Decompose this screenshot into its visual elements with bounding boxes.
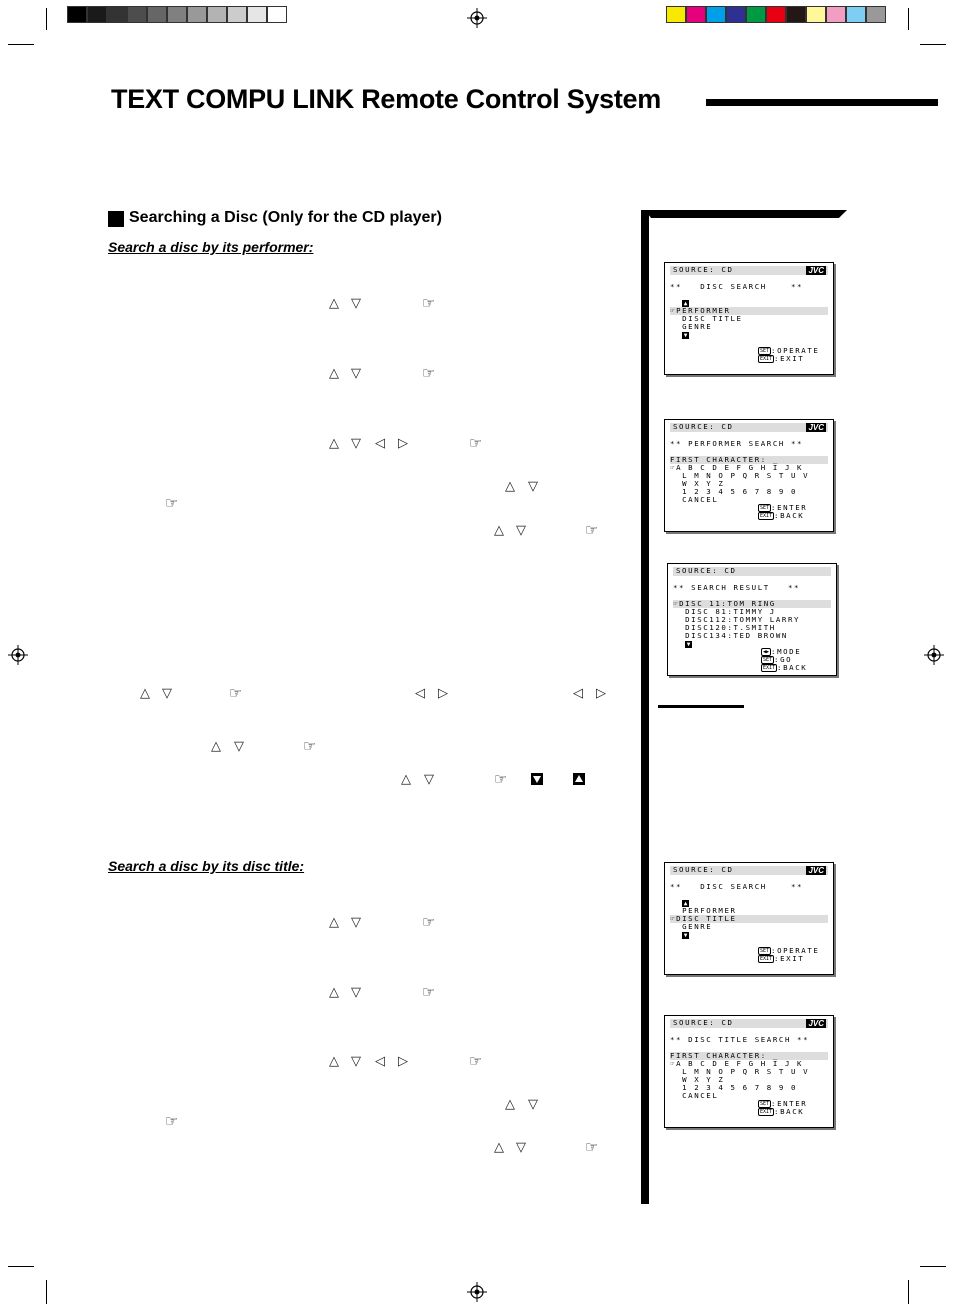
down-arrow-icon: ▽ — [351, 436, 361, 451]
result-row: DISC120:T.SMITH — [685, 624, 776, 632]
up-arrow-icon: △ — [140, 686, 150, 701]
scroll-down-icon — [531, 773, 543, 785]
crop-mark — [46, 1280, 47, 1304]
right-arrow-icon: ▷ — [398, 1054, 408, 1069]
right-arrow-icon: ▷ — [438, 686, 448, 701]
left-arrow-icon: ◁ — [375, 1054, 385, 1069]
gray-swatch — [167, 6, 187, 23]
screen-source-bar: SOURCE: CD JVC — [670, 1019, 828, 1028]
color-swatch — [666, 6, 686, 23]
crop-mark — [920, 44, 946, 45]
scroll-up-icon: ▲ — [683, 299, 688, 307]
set-key-icon: SET — [760, 505, 770, 511]
screen-source-bar: SOURCE: CD JVC — [670, 866, 828, 875]
hand-pointer-icon: ☞ — [422, 983, 436, 1001]
screen-title: ** SEARCH RESULT ** — [673, 584, 801, 592]
color-swatch — [766, 6, 786, 23]
tv-screen-performer-search — [664, 419, 834, 532]
page-title: TEXT COMPU LINK Remote Control System — [111, 84, 661, 114]
gray-swatch — [107, 6, 127, 23]
hand-pointer-icon: ☞ — [165, 494, 179, 512]
title-rule — [706, 99, 938, 106]
down-arrow-icon: ▽ — [162, 686, 172, 701]
screen-source-bar — [670, 266, 828, 275]
screen-footer: EXIT :EXIT — [760, 354, 805, 363]
screen-title: ** DISC SEARCH ** — [670, 883, 804, 891]
exit-key-icon: EXIT — [760, 356, 773, 362]
up-arrow-icon: △ — [329, 1054, 339, 1069]
left-right-key-icon: ◀▶ — [763, 649, 770, 655]
screen-footer: ◀▶ :MODE — [763, 647, 802, 656]
up-arrow-icon: △ — [401, 772, 411, 787]
right-arrow-icon: ▷ — [596, 686, 606, 701]
color-swatch — [806, 6, 826, 23]
hand-pointer-icon: ☞ — [670, 307, 677, 315]
set-key-icon: SET — [763, 657, 773, 663]
result-row: ☞DISC 11:TOM RING — [673, 600, 831, 608]
gray-swatch — [127, 6, 147, 23]
up-arrow-icon: △ — [329, 436, 339, 451]
registration-mark-icon — [924, 645, 944, 665]
column-tab — [645, 210, 847, 218]
crop-mark — [8, 1266, 34, 1267]
screen-footer: EXIT :BACK — [760, 511, 805, 520]
registration-mark-icon — [467, 1282, 487, 1302]
screen-footer: EXIT :BACK — [763, 663, 808, 672]
column-bar — [641, 210, 649, 1204]
color-swatch — [726, 6, 746, 23]
screen-footer: EXIT :EXIT — [760, 954, 805, 963]
screen-title: ** DISC TITLE SEARCH ** — [670, 1036, 810, 1044]
screen-footer: SET :GO — [763, 655, 793, 664]
section-heading: Searching a Disc (Only for the CD player) — [129, 209, 442, 226]
down-arrow-icon: ▽ — [516, 1140, 526, 1155]
tv-screen-disc-search — [664, 262, 834, 375]
hand-pointer-icon: ☞ — [469, 1052, 483, 1070]
up-arrow-icon: △ — [329, 366, 339, 381]
up-arrow-icon: △ — [494, 1140, 504, 1155]
screen-title: ** PERFORMER SEARCH ** — [670, 440, 804, 448]
screen-menu-item: ☞DISC TITLE — [670, 915, 828, 923]
screen-footer: SET :OPERATE — [760, 346, 820, 355]
color-swatch — [826, 6, 846, 23]
tv-screen-search-result — [667, 563, 837, 676]
color-swatch — [866, 6, 886, 23]
tv-screen-disc-title-search — [664, 1015, 834, 1128]
exit-key-icon: EXIT — [760, 1109, 773, 1115]
gray-swatch — [87, 6, 107, 23]
registration-mark-icon — [8, 645, 28, 665]
result-row: DISC112:TOMMY LARRY — [685, 616, 801, 624]
scroll-up-icon — [573, 773, 585, 785]
down-arrow-icon: ▽ — [351, 296, 361, 311]
screen-menu-item: PERFORMER — [682, 907, 737, 915]
up-arrow-icon: △ — [329, 915, 339, 930]
registration-mark-icon — [467, 8, 487, 28]
gray-swatch — [187, 6, 207, 23]
screen-footer: EXIT :BACK — [760, 1107, 805, 1116]
scroll-down-icon: ▼ — [683, 331, 688, 339]
jvc-logo: JVC — [808, 423, 824, 432]
up-arrow-icon: △ — [329, 296, 339, 311]
down-arrow-icon: ▽ — [351, 366, 361, 381]
result-row: DISC134:TED BROWN — [685, 632, 788, 640]
crop-mark — [908, 8, 909, 30]
hand-pointer-icon: ☞ — [670, 464, 677, 472]
hand-pointer-icon: ☞ — [469, 434, 483, 452]
hand-pointer-icon: ☞ — [494, 770, 508, 788]
crop-mark — [920, 1266, 946, 1267]
left-arrow-icon: ◁ — [573, 686, 583, 701]
character-row: CANCEL — [682, 1092, 719, 1100]
down-arrow-icon: ▽ — [516, 523, 526, 538]
scroll-up-icon: ▲ — [683, 899, 688, 907]
hand-pointer-icon: ☞ — [229, 684, 243, 702]
screen-source-bar: SOURCE: CD — [673, 567, 831, 576]
subheading-performer: Search a disc by its performer: — [108, 239, 314, 255]
screen-footer: SET :OPERATE — [760, 946, 820, 955]
right-arrow-icon: ▷ — [398, 436, 408, 451]
scroll-down-icon: ▼ — [683, 931, 688, 939]
screen-source: SOURCE: CD — [673, 265, 734, 274]
set-key-icon: SET — [760, 1101, 770, 1107]
down-arrow-icon: ▽ — [234, 739, 244, 754]
scroll-down-icon: ▼ — [686, 640, 691, 648]
section-marker — [108, 211, 124, 227]
up-arrow-icon: △ — [505, 479, 515, 494]
left-arrow-icon: ◁ — [375, 436, 385, 451]
color-swatch — [746, 6, 766, 23]
character-row: 1 2 3 4 5 6 7 8 9 0 — [682, 488, 798, 496]
color-swatch — [846, 6, 866, 23]
jvc-logo: JVC — [808, 866, 824, 875]
first-character-row: FIRST CHARACTER: _ — [670, 456, 828, 464]
screen-source-bar: SOURCE: CD JVC — [670, 423, 828, 432]
jvc-logo: JVC — [808, 266, 824, 275]
character-row: CANCEL — [682, 496, 719, 504]
gray-swatch — [247, 6, 267, 23]
tv-screen-disc-search-title — [664, 862, 834, 975]
hand-pointer-icon: ☞ — [585, 521, 599, 539]
character-row: L M N O P Q R S T U V — [682, 472, 810, 480]
gray-swatch — [267, 6, 287, 23]
hand-pointer-icon: ☞ — [585, 1138, 599, 1156]
exit-key-icon: EXIT — [760, 956, 773, 962]
color-swatch — [686, 6, 706, 23]
gray-swatch — [227, 6, 247, 23]
screen-menu-item: DISC TITLE — [682, 315, 743, 323]
hand-pointer-icon: ☞ — [422, 294, 436, 312]
screen-title: ** DISC SEARCH ** — [670, 283, 804, 291]
screen-menu-item: GENRE — [682, 323, 713, 331]
character-row: W X Y Z — [682, 1076, 725, 1084]
gray-swatch — [147, 6, 167, 23]
note-rule — [658, 705, 744, 708]
screen-footer: SET :ENTER — [760, 1099, 808, 1108]
up-arrow-icon: △ — [505, 1097, 515, 1112]
down-arrow-icon: ▽ — [528, 479, 538, 494]
character-row: 1 2 3 4 5 6 7 8 9 0 — [682, 1084, 798, 1092]
hand-pointer-icon: ☞ — [165, 1112, 179, 1130]
set-key-icon: SET — [760, 348, 770, 354]
color-swatch — [786, 6, 806, 23]
hand-pointer-icon: ☞ — [303, 737, 317, 755]
first-character-row: FIRST CHARACTER: _ — [670, 1052, 828, 1060]
down-arrow-icon: ▽ — [424, 772, 434, 787]
screen-footer: SET :ENTER — [760, 503, 808, 512]
crop-mark — [908, 1280, 909, 1304]
gray-swatch — [207, 6, 227, 23]
up-arrow-icon: △ — [211, 739, 221, 754]
screen-menu-item: ☞PERFORMER — [670, 307, 828, 315]
hand-pointer-icon: ☞ — [422, 913, 436, 931]
down-arrow-icon: ▽ — [351, 1054, 361, 1069]
result-row: DISC 81:TIMMY J — [685, 608, 776, 616]
down-arrow-icon: ▽ — [351, 985, 361, 1000]
exit-key-icon: EXIT — [763, 665, 776, 671]
left-arrow-icon: ◁ — [415, 686, 425, 701]
jvc-logo: JVC — [808, 1019, 824, 1028]
character-row: ☞A B C D E F G H I J K — [670, 464, 804, 472]
down-arrow-icon: ▽ — [528, 1097, 538, 1112]
screen-menu-item: GENRE — [682, 923, 713, 931]
character-row: ☞A B C D E F G H I J K — [670, 1060, 804, 1068]
hand-pointer-icon: ☞ — [670, 915, 677, 923]
character-row: L M N O P Q R S T U V — [682, 1068, 810, 1076]
crop-mark — [8, 44, 34, 45]
exit-key-icon: EXIT — [760, 513, 773, 519]
gray-swatch — [67, 6, 87, 23]
hand-pointer-icon: ☞ — [422, 364, 436, 382]
color-swatch — [706, 6, 726, 23]
character-row: W X Y Z — [682, 480, 725, 488]
hand-pointer-icon: ☞ — [670, 1060, 677, 1068]
up-arrow-icon: △ — [329, 985, 339, 1000]
set-key-icon: SET — [760, 948, 770, 954]
hand-pointer-icon: ☞ — [673, 600, 680, 608]
subheading-disc-title: Search a disc by its disc title: — [108, 858, 305, 874]
down-arrow-icon: ▽ — [351, 915, 361, 930]
crop-mark — [46, 8, 47, 30]
up-arrow-icon: △ — [494, 523, 504, 538]
